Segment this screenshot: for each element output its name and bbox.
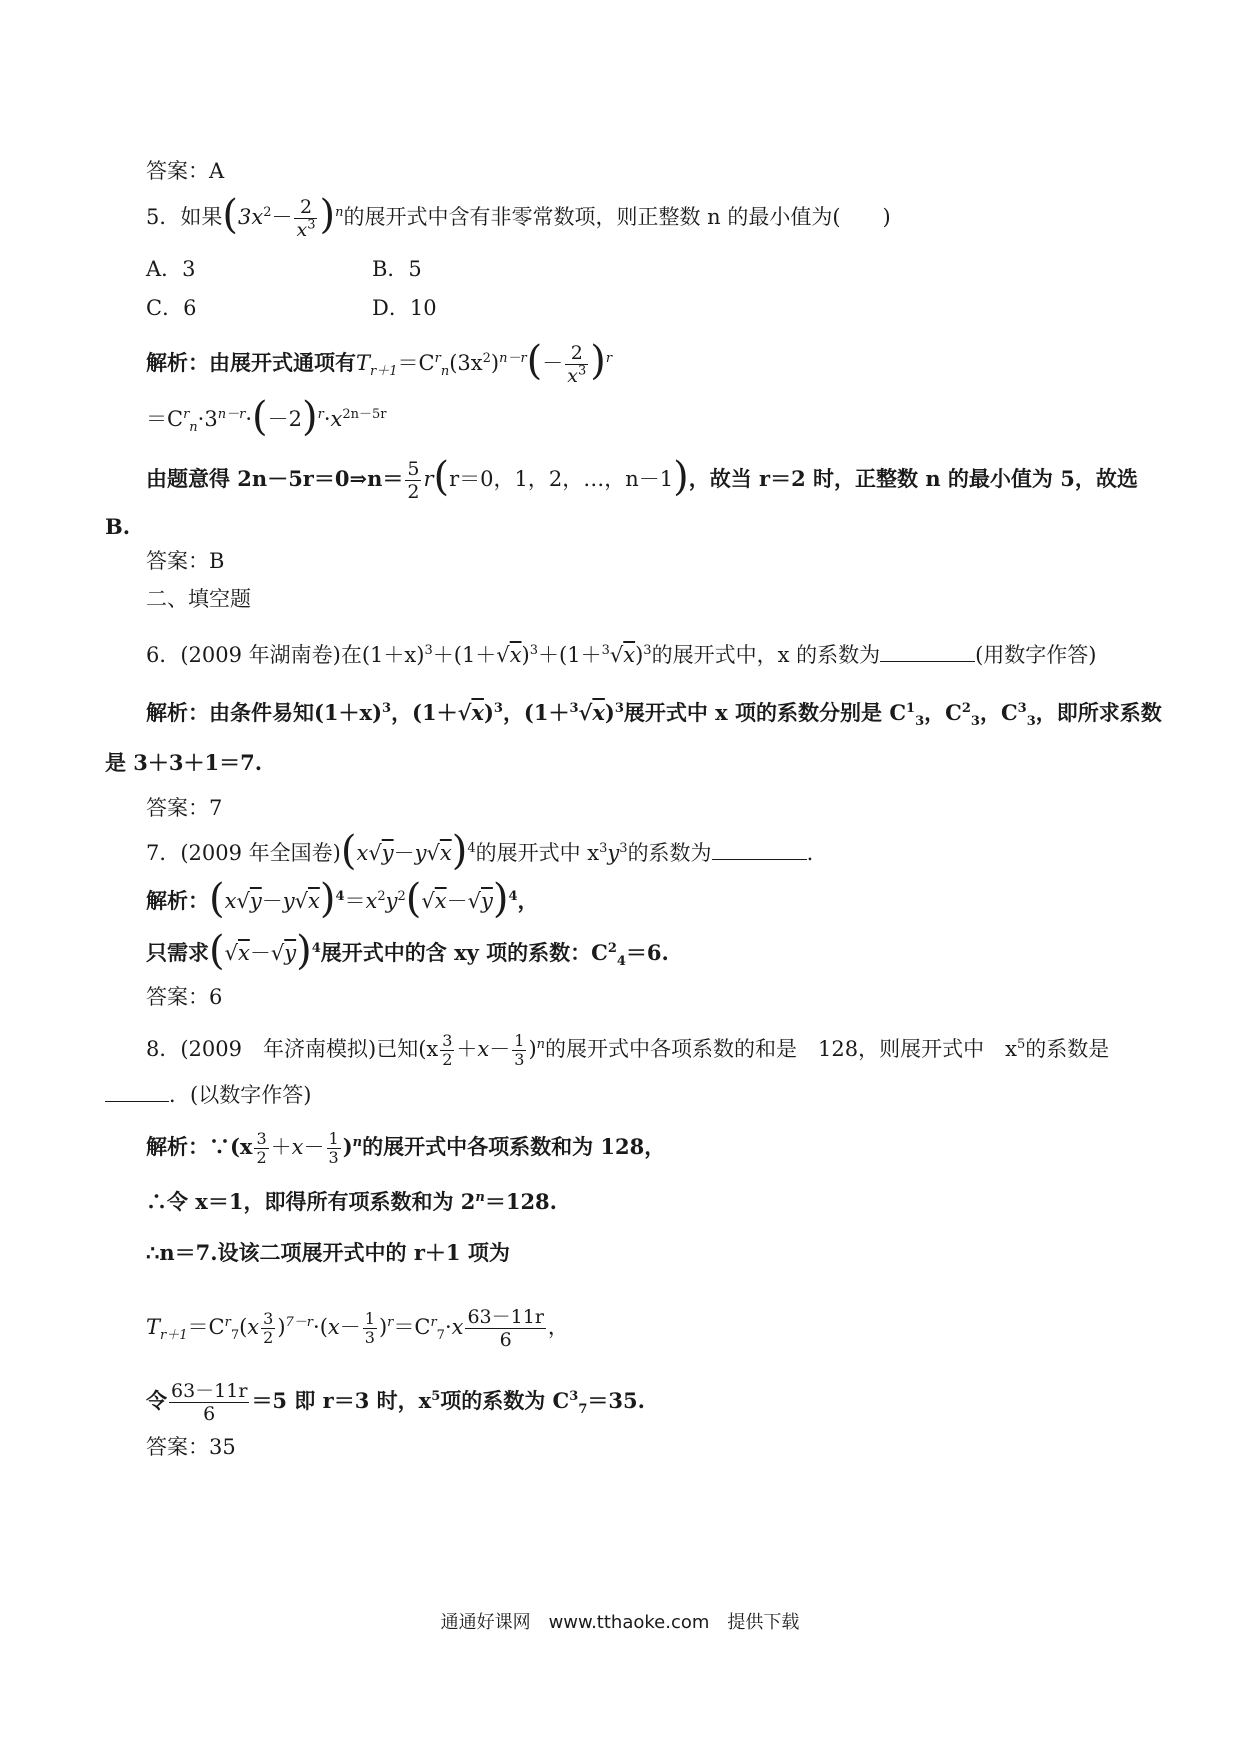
fraction-denominator: 6 [169, 1402, 249, 1425]
option-d: D．10 [372, 296, 437, 320]
question-5: 5．如果($3x^2-$ $\frac{2}{x^3}$ )$^n$的展开式中含有非零常数项，则正整数 n 的最小值为( ) [146, 192, 891, 241]
q6-solution-line1: 解析：由条件易知$(1+x)^3$，$(1+√x)^3$，$(1+^3√x)^3$展开式中 x 项的系数分别是 $C^1_3$，$C^2_3$，$C^3_3$，即所求系数 [146, 700, 1162, 730]
q8-solution-line2: ∴令 x＝1，即得所有项系数和为 $2^n=128$. [146, 1189, 557, 1214]
section-2-heading: 二、填空题 [146, 587, 251, 611]
q7-solution-line2: 只需求$(√x-√y)^4$展开式中的含 xy 项的系数：$C^2_4=6$. [146, 928, 669, 974]
q8-solution-line4: $T_{r+1}=C^r_7(x$ $\frac{3}{2}$ )$^{7-r}$·(x－ $\frac{1}{3}$ )$^r=C^r_7\cdot x$ $\frac{63-11r}{6}$ ， [146, 1306, 569, 1351]
page-footer: 通通好课网 www.tthaoke.com 提供下载 [440, 1612, 800, 1633]
question-8: 8．(2009 年济南模拟)已知(x $\frac{3}{2}$ ＋x－ $\frac{1}{3}$ )$^n$的展开式中各项系数的和是 128，则展开式中 $x^5$的系数是 [146, 1031, 1110, 1069]
option-c: C．6 [146, 296, 197, 320]
exponent-numerator: 63－11r [467, 1306, 544, 1328]
q5-solution-line4: B. [105, 514, 131, 539]
exponent-denominator: 6 [465, 1328, 545, 1351]
option-a: A．3 [146, 257, 196, 281]
q7-solution-line1: 解析：$(x√y-y√x)^4=x^2y^2(√x-√y)^4$， [146, 876, 539, 922]
q8-solution-line3: ∴n＝7.设该二项展开式中的 r＋1 项为 [146, 1240, 510, 1265]
q5-solution-line2: $=C^r_n\cdot 3^{n-r}\cdot(-2)^r\cdot x^{2n-5r}$ [146, 394, 387, 440]
answer-4: 答案：A [146, 159, 225, 183]
q8-solution-line1: 解析：∵(x $\frac{3}{2}$ ＋x－ $\frac{1}{3}$ )$^n$的展开式中各项系数和为 128， [146, 1129, 666, 1167]
q5-solution-line1: 解析：由展开式通项有$T_{r+1}=C^r_n(3x^2)^{n-r}(-$ $\frac{2}{x^3}$ )$^r$ [146, 338, 613, 387]
answer-7: 答案：6 [146, 985, 223, 1009]
q6-solution-line2: 是 3＋3＋1＝7. [105, 750, 263, 775]
q8-solution-line5: 令 $\frac{63-11r}{6}$ ＝5 即 r＝3 时，$x^5$项的系数为 $C^3_7=35$. [146, 1380, 645, 1425]
question-8-line2: ．(以数字作答) [105, 1080, 311, 1110]
question-7: 7．(2009 年全国卷)$(x√y-y√x)^4$的展开式中 $x^3y^3$的系数为 . [146, 828, 814, 874]
answer-8: 答案：35 [146, 1435, 236, 1459]
answer-6: 答案：7 [146, 796, 223, 820]
answer-5: 答案：B [146, 549, 225, 573]
question-6: 6．(2009 年湖南卷)在$(1+x)^3+(1+√x)^3+(1+^3√x)^3$的展开式中，x 的系数为 (用数字作答) [146, 643, 1097, 667]
option-b: B．5 [372, 257, 422, 281]
q5-solution-line3: 由题意得 2n－5r＝0⇒n＝ $\frac{5}{2}$ r(r＝0，1，2，…，n－1)，故当 r＝2 时，正整数 n 的最小值为 5，故选 [146, 454, 1138, 503]
fraction-numerator: 63－11r [171, 1380, 248, 1402]
